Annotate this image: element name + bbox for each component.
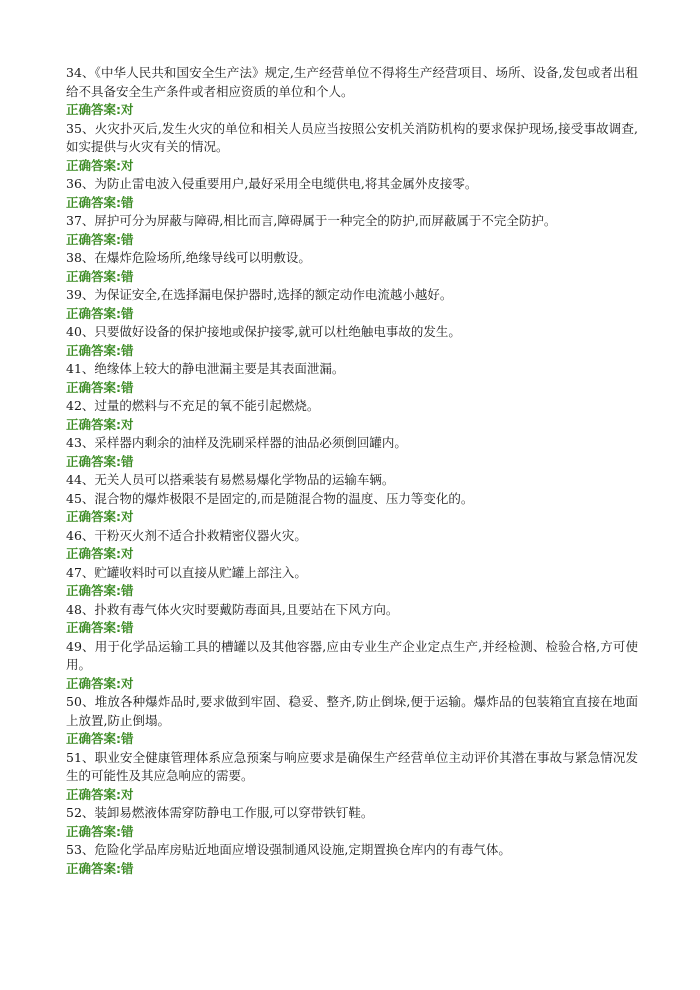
question-text: 46、干粉灭火剂不适合扑救精密仪器火灾。	[66, 527, 307, 543]
question-text: 52、装卸易燃液体需穿防静电工作服,可以穿带铁钉鞋。	[66, 805, 374, 820]
answer-text: 正确答案:对	[66, 416, 134, 432]
question-text: 35、火灾扑灭后,发生火灾的单位和相关人员应当按照公安机关消防机构的要求保护现场,接受事故调查,如实提供与火灾有关的情况。	[66, 120, 638, 154]
question-item-44	[66, 471, 638, 490]
question-text: 44、无关人员可以搭乘装有易燃易爆化学物品的运输车辆。	[66, 472, 395, 487]
question-item-40	[66, 323, 638, 360]
question-text: 53、危险化学品库房贴近地面应增设强制通风设施,定期置换仓库内的有毒气体。	[66, 842, 511, 857]
question-text: 39、为保证安全,在选择漏电保护器时,选择的额定动作电流越小越好。	[66, 287, 453, 302]
answer-text: 正确答案:对	[66, 546, 134, 561]
question-item-47	[66, 564, 638, 601]
answer-text: 正确答案:错	[66, 860, 134, 876]
answer-text: 正确答案:错	[66, 583, 134, 598]
question-item-36	[66, 175, 638, 212]
question-item-52	[66, 804, 638, 841]
question-item-38	[66, 249, 638, 286]
question-item-45	[66, 490, 638, 527]
question-text: 42、过量的燃料与不充足的氧不能引起燃烧。	[66, 398, 320, 413]
question-text: 45、混合物的爆炸极限不是固定的,而是随混合物的温度、压力等变化的。	[66, 490, 474, 506]
question-text: 43、采样器内剩余的油样及洗刷采样器的油品必须倒回罐内。	[66, 435, 407, 450]
question-text: 50、堆放各种爆炸品时,要求做到牢固、稳妥、整齐,防止倒垛,便于运输。爆炸品的包装箱宜直接在地面上放置,防止倒塌。	[66, 694, 638, 728]
question-item-37	[66, 212, 638, 249]
answer-text: 正确答案:对	[66, 157, 134, 173]
document-page	[66, 64, 638, 878]
question-text: 51、职业安全健康管理体系应急预案与响应要求是确保生产经营单位主动评价其潜在事故与紧急情况发生的可能性及其应急响应的需要。	[66, 749, 638, 783]
question-item-51	[66, 749, 638, 805]
question-item-43	[66, 434, 638, 471]
answer-text: 正确答案:错	[66, 305, 134, 321]
answer-text: 正确答案:错	[66, 379, 134, 395]
answer-text: 正确答案:错	[66, 268, 134, 284]
question-item-46	[66, 527, 638, 564]
question-item-49	[66, 638, 638, 694]
question-text: 49、用于化学品运输工具的槽罐以及其他容器,应由专业生产企业定点生产,并经检测、检验合格,方可使用。	[66, 638, 638, 672]
question-text: 37、屏护可分为屏蔽与障碍,相比而言,障碍属于一种完全的防护,而屏蔽属于不完全防护。	[66, 213, 557, 228]
question-item-41	[66, 360, 638, 397]
question-item-53	[66, 841, 638, 878]
question-text: 48、扑救有毒气体火灾时要戴防毒面具,且要站在下风方向。	[66, 601, 399, 617]
answer-text: 正确答案:错	[66, 731, 134, 746]
question-text: 47、贮罐收料时可以直接从贮罐上部注入。	[66, 564, 307, 580]
answer-text: 正确答案:对	[66, 102, 134, 117]
answer-text: 正确答案:错	[66, 620, 134, 635]
answer-text: 正确答案:错	[66, 342, 134, 358]
question-text: 38、在爆炸危险场所,绝缘导线可以明敷设。	[66, 250, 311, 265]
answer-text: 正确答案:错	[66, 453, 134, 469]
question-text: 34、《中华人民共和国安全生产法》规定,生产经营单位不得将生产经营项目、场所、设备,发包或者出租给不具备安全生产条件或者相应资质的单位和个人。	[66, 65, 638, 99]
question-item-35	[66, 120, 638, 176]
answer-text: 正确答案:对	[66, 675, 134, 691]
question-text: 40、只要做好设备的保护接地或保护接零,就可以杜绝触电事故的发生。	[66, 324, 461, 339]
answer-text: 正确答案:对	[66, 509, 134, 524]
question-text: 41、绝缘体上较大的静电泄漏主要是其表面泄漏。	[66, 361, 345, 376]
question-item-42	[66, 397, 638, 434]
question-item-34	[66, 64, 638, 120]
question-item-48	[66, 601, 638, 638]
question-text: 36、为防止雷电波入侵重要用户,最好采用全电缆供电,将其金属外皮接零。	[66, 176, 478, 191]
question-item-50	[66, 693, 638, 749]
answer-text: 正确答案:错	[66, 231, 134, 247]
answer-text: 正确答案:错	[66, 823, 134, 839]
answer-text: 正确答案:对	[66, 786, 134, 802]
question-item-39	[66, 286, 638, 323]
answer-text: 正确答案:错	[66, 194, 134, 210]
